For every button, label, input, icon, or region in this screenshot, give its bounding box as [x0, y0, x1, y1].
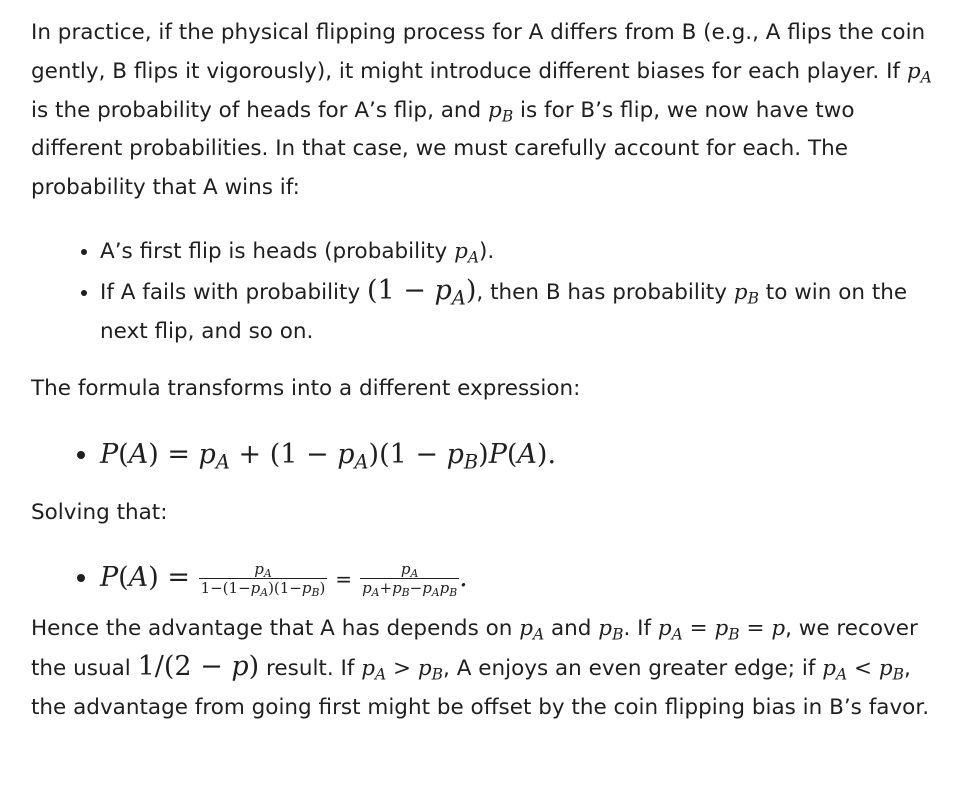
- equation-list: [31, 436, 940, 475]
- equation-recurrence: • $P(A) = p_A + (1 - p_A)(1 - p_B)P(A)$.: [100, 436, 940, 475]
- paragraph-solving: Solving that:: [31, 499, 168, 525]
- list-item: • A’s first flip is heads (probability $p_A$).: [100, 233, 940, 272]
- equation-solution: • P(A) = $\frac{p_A}{1-(1-p_A)(1-p_B)}$ = $\frac{p_A}{p_A+p_B-p_Ap_B}$ .: [100, 559, 940, 599]
- math-pb: $p_B$: [488, 97, 514, 125]
- fraction-2: $\frac{p_A}{p_A+p_B-p_Ap_B}$: [362, 559, 458, 599]
- paragraph-formula-intro: The formula transforms into a different expression:: [31, 376, 581, 402]
- list-item: • If A fails with probability $(1 - p_A)$, then B has probability $p_B$ to win on the next flip, and so on.: [100, 272, 940, 352]
- fraction-1: $\frac{p_A}{1-(1-p_A)(1-p_B)}$: [200, 559, 326, 599]
- math-pa: $p_A$: [906, 58, 932, 87]
- paragraph-intro: In practice, if the physical flipping process for A differs from B (e.g., A flips the coin gently, B flips it vigorously), it might introduce different biases for each player. If $p_A$ is the probability of heads for A’s flip, and $p_B$ is for B’s flip, we now have two different probabilities. In that case, we must carefully account for each. The probability that A wins if:: [31, 20, 932, 201]
- paragraph-conclusion: Hence the advantage that A has depends on $p_A$ and $p_B$. If $p_A = p_B = p$, we recover the usual 1/(2 − p) result. If $p_A > p_B$, A enjoys an even greater edge; if $p_A < p_B$, the advantage from going first might be offset by the coin flipping bias in B’s favor.: [31, 615, 930, 721]
- equation-list: [31, 559, 940, 599]
- bullet-list-conditions: [31, 233, 940, 351]
